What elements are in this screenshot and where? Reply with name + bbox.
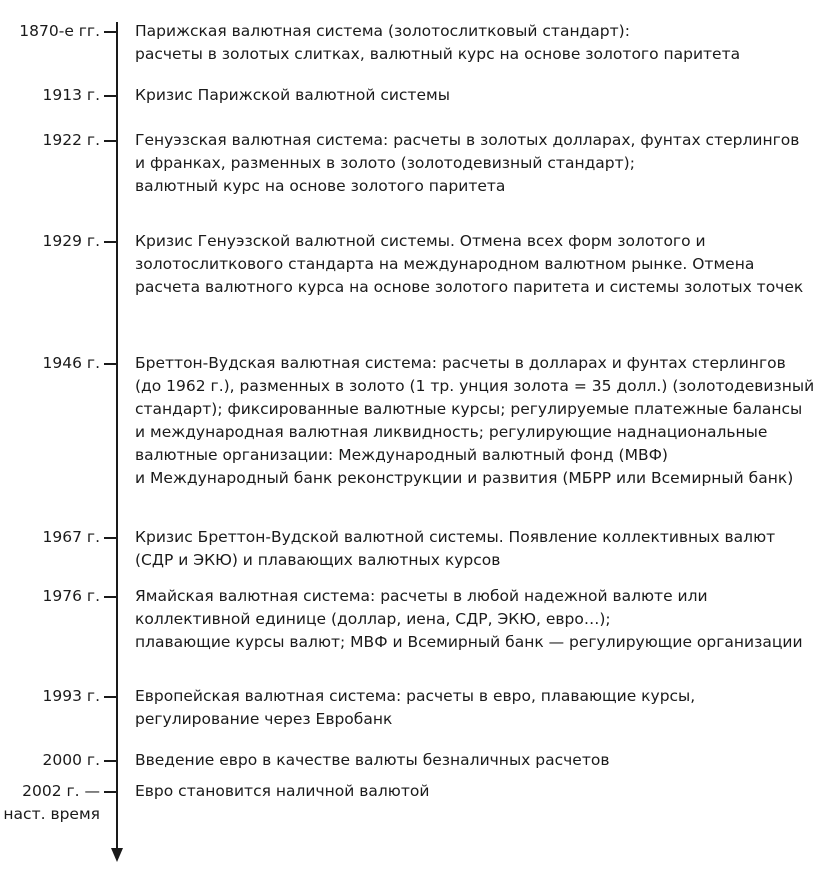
event-description — [135, 780, 835, 803]
event-description-line: Генуэзская валютная система: расчеты в золотых долларах, фунтах стерлингов — [135, 131, 800, 149]
event-description-line: Кризис Парижской валютной системы — [135, 86, 450, 104]
event-description-line: регулирование через Евробанк — [135, 710, 393, 728]
event-description-line: Кризис Генуэзской валютной системы. Отмена всех форм золотого и — [135, 232, 706, 250]
event-date-line: 1870-е гг. — [19, 22, 100, 40]
timeline-axis — [116, 22, 118, 852]
event-description — [135, 749, 835, 772]
timeline-tick — [104, 537, 116, 539]
timeline-tick — [104, 241, 116, 243]
event-description-line: Евро становится наличной валютой — [135, 782, 430, 800]
event-description — [135, 526, 835, 572]
event-description-line: Парижская валютная система (золотослитковый стандарт): — [135, 22, 630, 40]
event-date-line: 1929 г. — [42, 232, 100, 250]
event-description-line: расчеты в золотых слитках, валютный курс на основе золотого паритета — [135, 45, 741, 63]
event-date-line: 1922 г. — [42, 131, 100, 149]
event-date — [43, 526, 100, 549]
event-description-line: стандарт); фиксированные валютные курсы; регулируемые платежные балансы — [135, 400, 803, 418]
event-description — [135, 84, 835, 107]
event-date-line: 1976 г. — [42, 587, 100, 605]
event-description-line: валютный курс на основе золотого паритета — [135, 177, 506, 195]
timeline-tick — [104, 140, 116, 142]
event-description-line: (до 1962 г.), разменных в золото (1 тр. унция золота = 35 долл.) (золотодевизный — [135, 377, 815, 395]
timeline-tick — [104, 363, 116, 365]
event-date — [43, 685, 100, 708]
event-description-line: и Международный банк реконструкции и развития (МБРР или Всемирный банк) — [135, 469, 794, 487]
event-description-line: Бреттон-Вудская валютная система: расчеты в долларах и фунтах стерлингов — [135, 354, 786, 372]
event-date-line: наст. время — [3, 805, 100, 823]
event-date — [3, 780, 100, 826]
event-description — [135, 20, 835, 66]
event-date — [43, 129, 100, 152]
event-date-line: 1967 г. — [42, 528, 100, 546]
event-date — [43, 230, 100, 253]
event-description-line: (СДР и ЭКЮ) и плавающих валютных курсов — [135, 551, 501, 569]
event-description-line: Кризис Бреттон-Вудской валютной системы. Появление коллективных валют — [135, 528, 776, 546]
event-description — [135, 352, 835, 490]
timeline-tick — [104, 31, 116, 33]
event-date — [43, 84, 100, 107]
event-date — [19, 20, 100, 43]
timeline-tick — [104, 596, 116, 598]
timeline-arrow-icon — [111, 848, 123, 862]
event-description — [135, 129, 835, 198]
timeline-tick — [104, 696, 116, 698]
event-description-line: Введение евро в качестве валюты безналичных расчетов — [135, 751, 610, 769]
event-description-line: плавающие курсы валют; МВФ и Всемирный банк — регулирующие организации — [135, 633, 803, 651]
event-description-line: расчета валютного курса на основе золотого паритета и системы золотых точек — [135, 278, 804, 296]
event-description-line: Ямайская валютная система: расчеты в любой надежной валюте или — [135, 587, 708, 605]
event-description-line: и франках, разменных в золото (золотодевизный стандарт); — [135, 154, 635, 172]
event-description-line: Европейская валютная система: расчеты в евро, плавающие курсы, — [135, 687, 696, 705]
event-date-line: 1946 г. — [42, 354, 100, 372]
event-date — [43, 585, 100, 608]
event-date — [43, 352, 100, 375]
event-date-line: 1913 г. — [42, 86, 100, 104]
event-description — [135, 685, 835, 731]
event-date-line: 1993 г. — [42, 687, 100, 705]
event-description-line: валютные организации: Международный валютный фонд (МВФ) — [135, 446, 668, 464]
event-description — [135, 585, 835, 654]
timeline-tick — [104, 95, 116, 97]
event-description-line: и международная валютная ликвидность; регулирующие наднациональные — [135, 423, 768, 441]
event-date-line: 2000 г. — [42, 751, 100, 769]
timeline-tick — [104, 791, 116, 793]
timeline-tick — [104, 760, 116, 762]
event-description-line: коллективной единице (доллар, иена, СДР, ЭКЮ, евро…); — [135, 610, 611, 628]
event-date — [43, 749, 100, 772]
event-date-line: 2002 г. — — [22, 782, 100, 800]
event-description-line: золотослиткового стандарта на международном валютном рынке. Отмена — [135, 255, 755, 273]
event-description — [135, 230, 835, 299]
